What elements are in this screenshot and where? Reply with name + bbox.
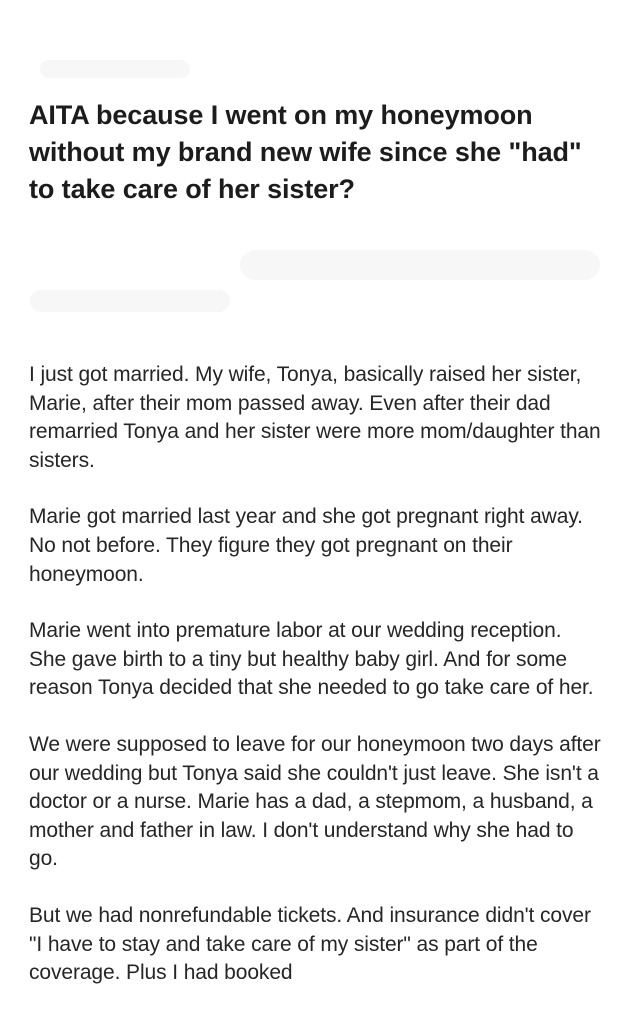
background-smudge xyxy=(40,60,190,78)
post-body xyxy=(29,361,604,1016)
post-paragraph: We were supposed to leave for our honeymoon two days after our wedding but Tonya said she couldn't just leave. She isn't a doctor or a nurse. Marie has a dad, a stepmom, a husband, a mother and father in law. I don't understand why she had to go. xyxy=(29,732,601,871)
post-paragraph: Marie got married last year and she got pregnant right away. No not before. They figure they got pregnant on their honeymoon. xyxy=(29,505,583,586)
post-paragraph: But we had nonrefundable tickets. And insurance didn't cover "I have to stay and take care of my sister" as part of the coverage. Plus I had booked xyxy=(29,903,591,985)
background-smudge xyxy=(30,290,230,312)
background-smudge xyxy=(240,250,600,280)
post-paragraph: I just got married. My wife, Tonya, basically raised her sister, Marie, after their mom passed away. Even after their dad remarried Tonya and her sister were more mom/daughter than sisters. xyxy=(29,363,601,472)
post-paragraph: Marie went into premature labor at our wedding reception. She gave birth to a tiny but healthy baby girl. And for some reason Tonya decided that she needed to go take care of her. xyxy=(29,619,594,700)
post-title: AITA because I went on my honeymoon without my brand new wife since she "had" to take care of her sister? xyxy=(29,100,582,204)
